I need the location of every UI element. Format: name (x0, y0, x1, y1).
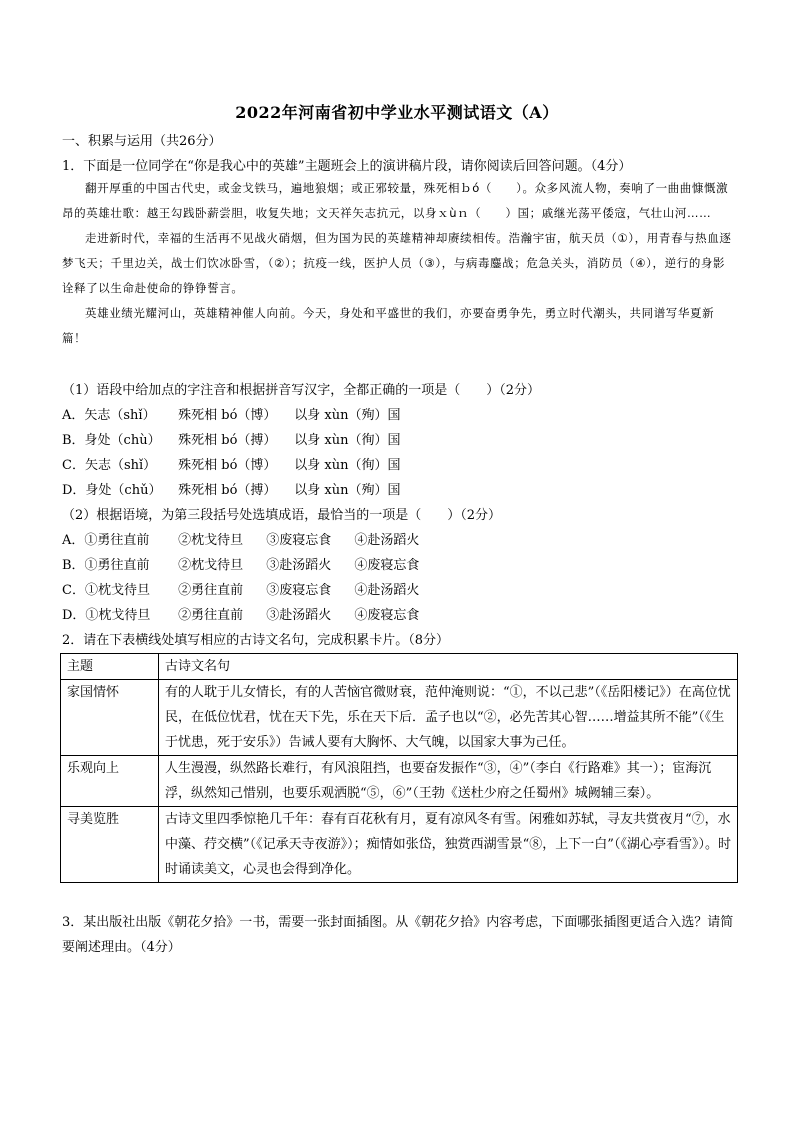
option-d-idiom-4: ④废寝忘食 (354, 608, 420, 623)
option-row (62, 558, 419, 574)
table-row (61, 756, 738, 807)
row-content: 人生漫漫，纵然路长难行，有风浪阻挡，也要奋发振作“③，④”（李白《行路难》其一）；宦海沉浮，纵然知己惜别，也要乐观洒脱“⑤，⑥”（王勃《送杜少府之任蜀州》城阙辅三秦）。 (159, 756, 738, 807)
option-b-idiom-1: B．①勇往直前 (62, 558, 150, 573)
option-c-text-1: C．矢志（shǐ） (62, 458, 157, 473)
option-d-text-1: D．身处（chǔ） (62, 483, 162, 498)
option-b-text-1: B．身处（chù） (62, 433, 161, 448)
option-a-text-2: 殊死相 bó（博） (178, 408, 277, 423)
option-b-text-3: 以身 xùn（徇）国 (294, 433, 401, 448)
option-c-text-3: 以身 xùn（徇）国 (294, 458, 401, 473)
option-d-text-2: 殊死相 bó（搏） (178, 483, 277, 498)
option-b-text-2: 殊死相 bó（搏） (178, 433, 277, 448)
option-row (62, 408, 401, 424)
passage-paragraph-3: 英雄业绩光耀河山，英雄精神催人向前。今天，身处和平盛世的我们，亦要奋勇争先，勇立时代潮头，共同谱写华夏新篇！ (62, 306, 715, 345)
table-row (61, 807, 738, 883)
row-theme: 寻美览胜 (61, 807, 159, 883)
option-row (62, 583, 419, 599)
option-c-idiom-3: ③废寝忘食 (266, 583, 332, 598)
sub-question-2: （2）根据语境，为第三段括号处选填成语，最恰当的一项是（ ）（2分） (62, 508, 502, 523)
question-1-stem: 1．下面是一位同学在“你是我心中的英雄”主题班会上的演讲稿片段，请你阅读后回答问题。（4分） (62, 159, 632, 174)
page-title: 2022年河南省初中学业水平测试语文（A） (235, 103, 559, 122)
option-c-idiom-2: ②勇往直前 (178, 583, 244, 598)
option-d-idiom-2: ②勇往直前 (178, 608, 244, 623)
option-a-idiom-2: ②枕戈待旦 (178, 533, 244, 548)
option-c-idiom-4: ④赴汤蹈火 (354, 583, 420, 598)
option-row (62, 433, 401, 449)
sub-question-1: （1）语段中给加点的字注音和根据拼音写汉字，全都正确的一项是（ ）（2分） (62, 383, 541, 398)
option-d-text-3: 以身 xùn（殉）国 (294, 483, 401, 498)
table-header-row (61, 654, 738, 680)
option-a-text-1: A．矢志（shǐ） (62, 408, 156, 423)
table-row (61, 680, 738, 756)
question-3-stem: 3．某出版社出版《朝花夕拾》一书，需要一张封面插图。从《朝花夕拾》内容考虑，下面哪张插图更适合入选？请简要阐述理由。（4分） (62, 915, 734, 955)
option-d-idiom-1: D．①枕戈待旦 (62, 608, 151, 623)
option-d-idiom-3: ③赴汤蹈火 (266, 608, 332, 623)
option-b-idiom-3: ③赴汤蹈火 (266, 558, 332, 573)
option-a-idiom-4: ④赴汤蹈火 (354, 533, 420, 548)
section-heading: 一、积累与运用（共26分） (62, 134, 222, 149)
option-a-idiom-3: ③废寝忘食 (266, 533, 332, 548)
row-content: 有的人耽于儿女情长，有的人苦恼官微财衰，范仲淹则说：“①，不以己悲”（《岳阳楼记》）在高位忧民，在低位忧君，忧在天下先，乐在天下后．孟子也以“②，必先苦其心智……增益其所不能”（《生于忧患，死于安乐》）告诫人要有大胸怀、大气魄，以国家大事为己任。 (159, 680, 738, 756)
option-a-idiom-1: A．①勇往直前 (62, 533, 150, 548)
speech-passage (62, 176, 734, 351)
option-a-text-3: 以身 xùn（殉）国 (294, 408, 401, 423)
row-theme: 乐观向上 (61, 756, 159, 807)
option-b-idiom-4: ④废寝忘食 (354, 558, 420, 573)
option-b-idiom-2: ②枕戈待旦 (178, 558, 244, 573)
option-row (62, 458, 401, 474)
question-2-stem: 2．请在下表横线处填写相应的古诗文名句，完成积累卡片。（8分） (62, 633, 450, 648)
header-theme: 主题 (61, 654, 159, 680)
header-lines: 古诗文名句 (159, 654, 738, 680)
option-c-text-2: 殊死相 bó（博） (178, 458, 277, 473)
option-row (62, 483, 401, 499)
passage-paragraph-2: 走进新时代，幸福的生活再不见战火硝烟，但为国为民的英雄精神却赓续相传。浩瀚宇宙，航天员（①），用青春与热血逐梦飞天；千里边关，战士们饮冰卧雪，（②）；抗疫一线，医护人员（③），与病毒鏖战；危急关头，消防员（④），逆行的身影诠释了以生命赴使命的铮铮誓言。 (62, 231, 732, 295)
option-row (62, 608, 419, 624)
option-c-idiom-1: C．①枕戈待旦 (62, 583, 150, 598)
poetry-card-table (60, 653, 738, 883)
option-row (62, 533, 419, 549)
passage-paragraph-1: 翻开厚重的中国古代史，或金戈铁马，遍地狼烟；或正邪较量，殊死相ｂó（ ）。众多风流人物，奏响了一曲曲慷慨激昂的英雄壮歌：越王勾践卧薪尝胆，收复失地；文天祥矢志抗元，以身ｘùｎ（ ）国；戚继光荡平倭寇，气壮山河…… (62, 181, 729, 220)
row-content: 古诗文里四季惊艳几千年：春有百花秋有月，夏有凉风冬有雪。闲雅如苏轼，寻友共赏夜月“⑦，水中藻、荇交横”（《记承天寺夜游》）；痴情如张岱，独赏西湖雪景“⑧，上下一白”（《湖心亭看雪》）。时时诵读美文，心灵也会得到净化。 (159, 807, 738, 883)
row-theme: 家国情怀 (61, 680, 159, 756)
